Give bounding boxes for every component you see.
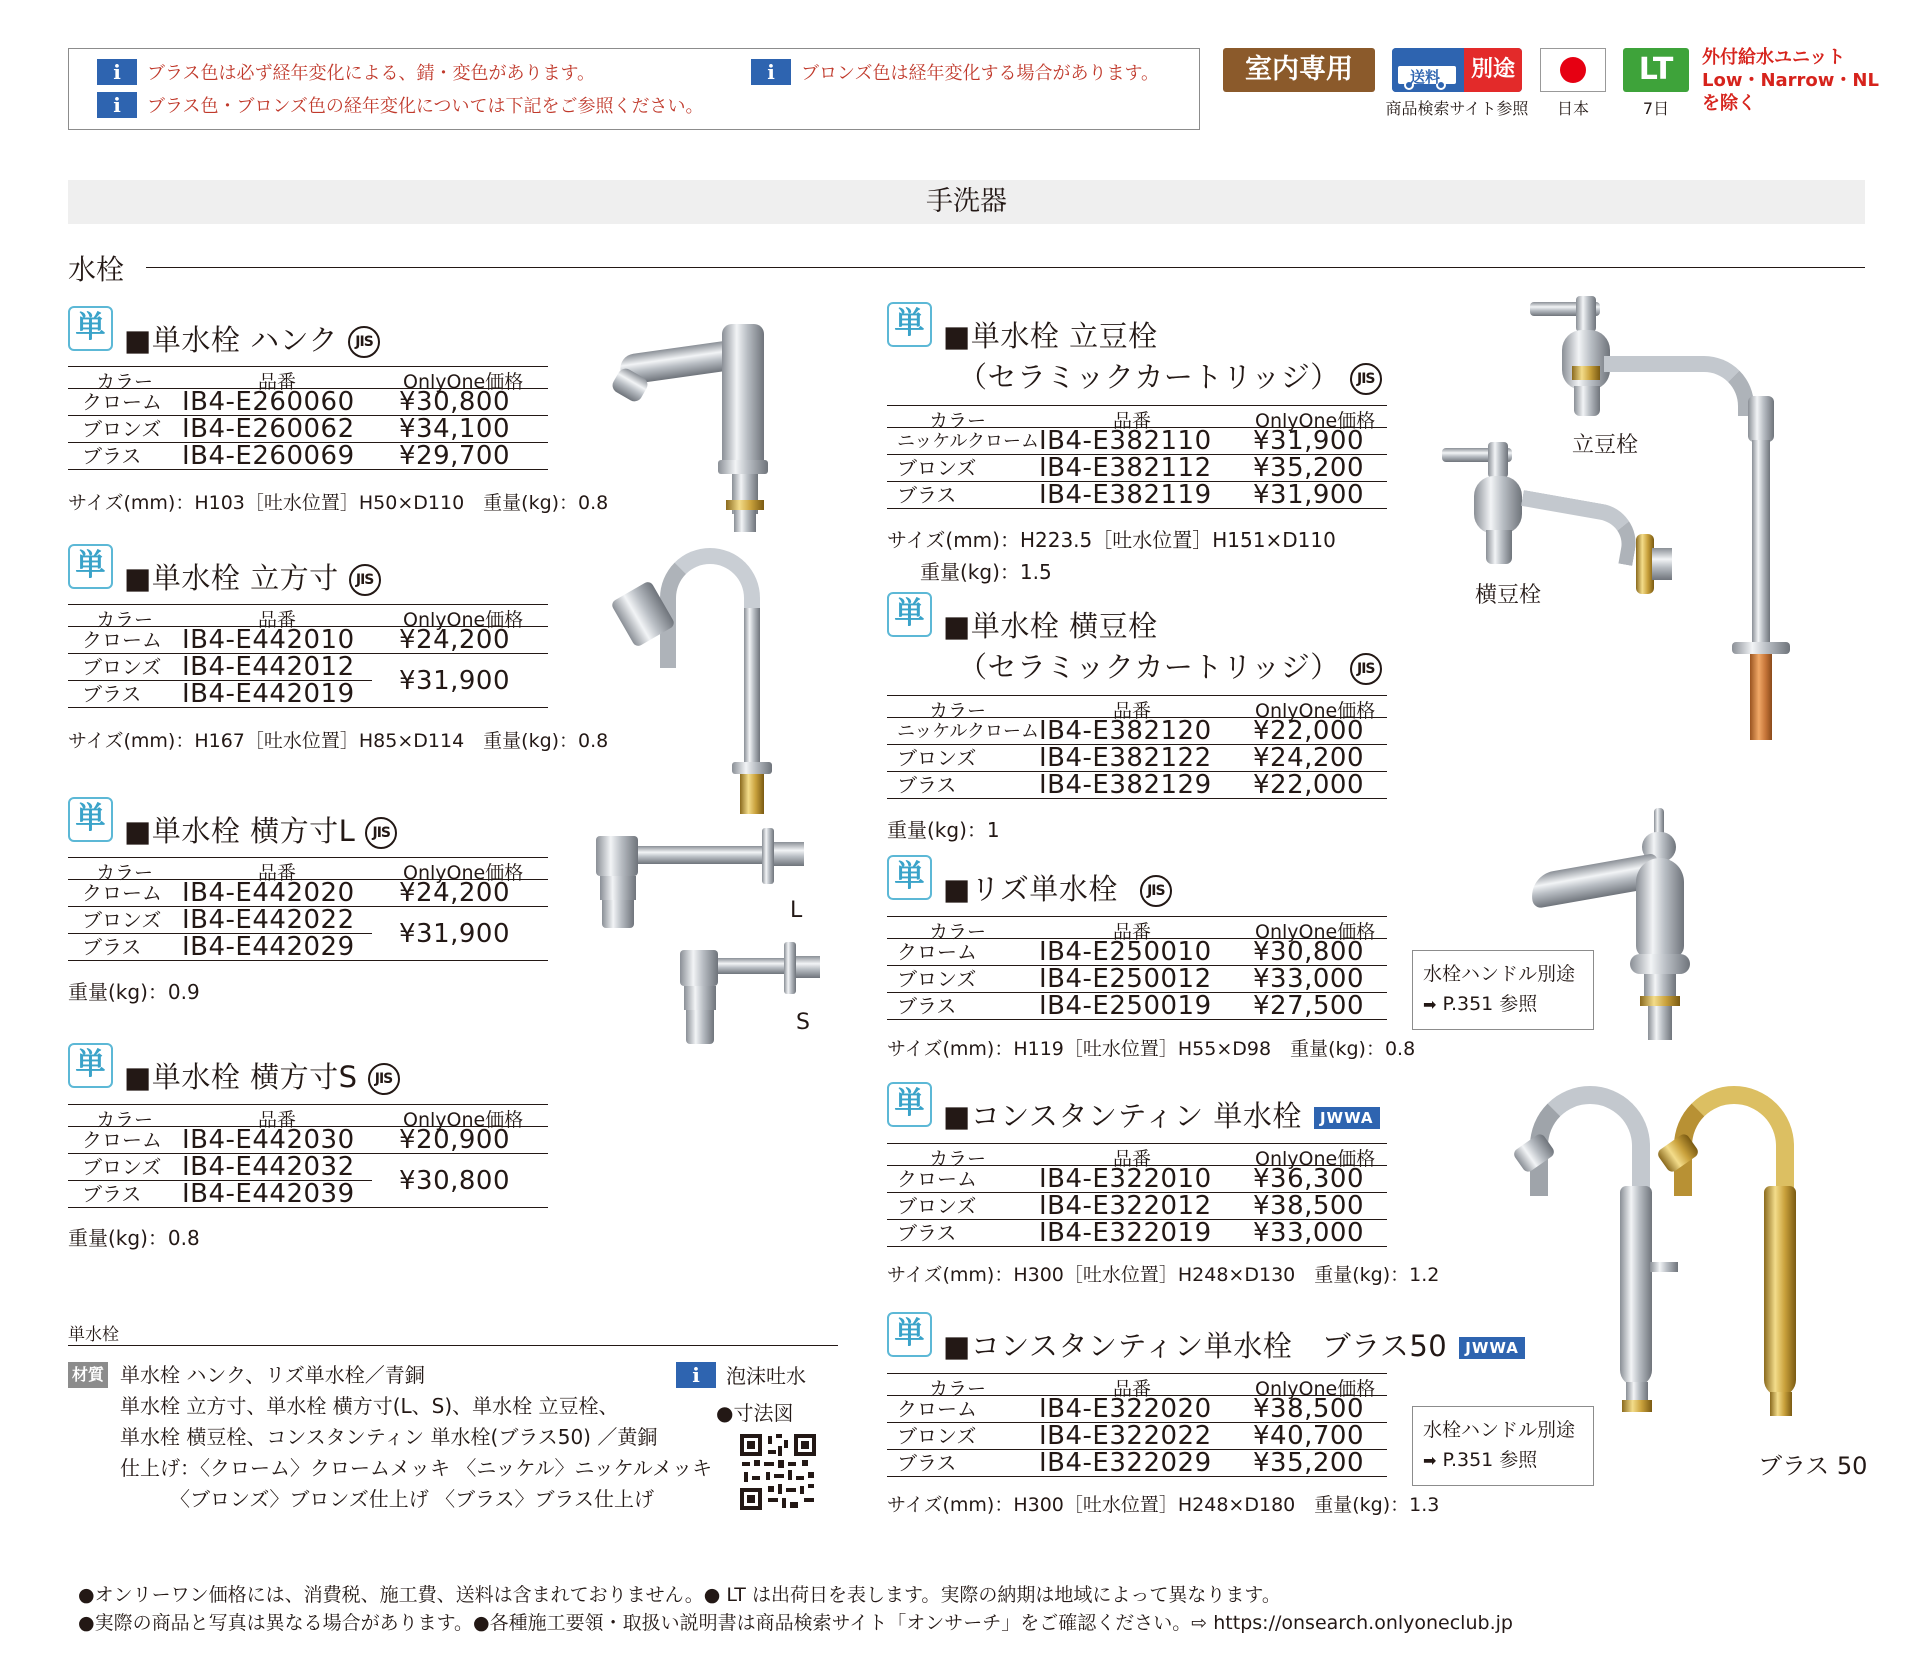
label-S: S bbox=[796, 1010, 810, 1035]
single-faucet-icon: 単 bbox=[887, 1312, 932, 1357]
notice-box bbox=[68, 48, 1200, 130]
table-row: ニッケルクローム IB4-E382110 ¥31,900 bbox=[887, 428, 1387, 455]
product-title-yokoL: ■単水栓 横方寸L JIS bbox=[124, 809, 397, 850]
table-row: ブラス IB4-E260069 ¥29,700 bbox=[68, 443, 548, 470]
spec-yokomame: 重量(kg)：1 bbox=[887, 818, 1000, 842]
spec-constantine50: サイズ(mm)：H300［吐水位置］H248×D180 重量(kg)：1.3 bbox=[887, 1494, 1440, 1516]
spec-yokoS: 重量(kg)：0.8 bbox=[68, 1226, 200, 1250]
table-header: カラー 品番 OnlyOne価格 bbox=[68, 605, 548, 627]
indoor-only-badge: 室内専用 bbox=[1223, 48, 1375, 92]
price-table-constantine bbox=[887, 1143, 1387, 1247]
lt-badge: LT bbox=[1623, 48, 1689, 92]
jis-mark-icon: JIS bbox=[349, 564, 381, 596]
spec-tatehosun: サイズ(mm)：H167［吐水位置］H85×D114 重量(kg)：0.8 bbox=[68, 730, 609, 752]
shipping-caption: 商品検索サイト参照 bbox=[1385, 99, 1529, 118]
constantine-brass-faucet-image bbox=[1660, 1086, 1810, 1426]
spec-yokoL: 重量(kg)：0.9 bbox=[68, 980, 200, 1004]
spec-hank: サイズ(mm)：H103［吐水位置］H50×D110 重量(kg)：0.8 bbox=[68, 492, 609, 514]
merged-price: ¥31,900 bbox=[399, 666, 511, 696]
table-row: ブロンズ IB4-E382122 ¥24,200 bbox=[887, 745, 1387, 772]
price-table-tatehosun bbox=[68, 604, 548, 708]
category-header: 手洗器 bbox=[68, 180, 1865, 224]
table-row: ブラス IB4-E442019 bbox=[68, 681, 548, 708]
table-header: カラー 品番 OnlyOne価格 bbox=[887, 696, 1387, 718]
notice-line-1: i ブラス色は必ず経年変化による、錆・変色があります。 bbox=[97, 59, 595, 85]
origin-caption: 日本 bbox=[1556, 99, 1589, 118]
material-heading: 単水栓 bbox=[68, 1325, 119, 1345]
merged-price: ¥30,800 bbox=[399, 1166, 511, 1196]
info-icon: i bbox=[97, 59, 137, 85]
table-header: カラー 品番 OnlyOne価格 bbox=[68, 367, 548, 389]
label-L: L bbox=[790, 898, 803, 923]
spec-riz: サイズ(mm)：H119［吐水位置］H55×D98 重量(kg)：0.8 bbox=[887, 1038, 1416, 1060]
hank-faucet-image bbox=[610, 322, 780, 534]
foam-spout-note: i 泡沫吐水 bbox=[676, 1360, 806, 1389]
single-faucet-icon: 単 bbox=[68, 544, 113, 589]
table-row: クローム IB4-E260060 ¥30,800 bbox=[68, 389, 548, 416]
info-icon: i bbox=[97, 92, 137, 118]
single-faucet-icon: 単 bbox=[887, 855, 932, 900]
table-row: クローム IB4-E442030 ¥20,900 bbox=[68, 1127, 548, 1154]
label-yokomame: 横豆栓 bbox=[1475, 583, 1542, 608]
jis-mark-icon: JIS bbox=[348, 326, 380, 358]
spec2-tatemame: 重量(kg)：1.5 bbox=[920, 560, 1052, 584]
table-row: ブロンズ IB4-E260062 ¥34,100 bbox=[68, 416, 548, 443]
table-row: クローム IB4-E322010 ¥36,300 bbox=[887, 1166, 1387, 1193]
handle-note-constantine: 水栓ハンドル別途 ➡ P.351 参照 bbox=[1412, 1406, 1594, 1486]
info-icon: i bbox=[751, 59, 791, 85]
merged-price: ¥31,900 bbox=[399, 919, 511, 949]
jis-mark-icon: JIS bbox=[1140, 875, 1172, 907]
jis-mark-icon: JIS bbox=[368, 1063, 400, 1095]
dimension-drawing-link[interactable]: ●寸法図 bbox=[716, 1401, 794, 1425]
table-header: カラー 品番 OnlyOne価格 bbox=[887, 917, 1387, 939]
single-faucet-icon: 単 bbox=[887, 592, 932, 637]
arrow-right-icon: ➡ bbox=[1423, 995, 1437, 1014]
label-tatemame: 立豆栓 bbox=[1572, 433, 1639, 458]
table-row: ブロンズ IB4-E322012 ¥38,500 bbox=[887, 1193, 1387, 1220]
table-row: クローム IB4-E442010 ¥24,200 bbox=[68, 627, 548, 654]
constantine-chrome-faucet-image bbox=[1516, 1086, 1666, 1426]
product-title-riz: ■リズ単水栓 JIS bbox=[943, 867, 1172, 908]
table-header: カラー 品番 OnlyOne価格 bbox=[887, 1374, 1387, 1396]
arrow-right-icon: ➡ bbox=[1423, 1451, 1437, 1470]
footer-line-1: ●オンリーワン価格には、消費税、施工費、送料は含まれておりません。● LT は出荷日を表します。実際の納期は地域によって異なります。 bbox=[78, 1584, 1281, 1606]
product-title-tatemame: ■単水栓 立豆栓 bbox=[943, 319, 1158, 353]
subsection-divider bbox=[146, 267, 1865, 268]
product-subtitle-yokomame: （セラミックカートリッジ） JIS bbox=[958, 645, 1382, 686]
table-row: クローム IB4-E442020 ¥24,200 bbox=[68, 880, 548, 907]
table-header: カラー 品番 OnlyOne価格 bbox=[887, 406, 1387, 428]
jwwa-mark-icon: JWWA bbox=[1314, 1107, 1380, 1129]
table-header: カラー 品番 OnlyOne価格 bbox=[68, 858, 548, 880]
info-icon: i bbox=[676, 1362, 716, 1388]
table-header: カラー 品番 OnlyOne価格 bbox=[887, 1144, 1387, 1166]
single-faucet-icon: 単 bbox=[68, 797, 113, 842]
table-row: ブラス IB4-E382119 ¥31,900 bbox=[887, 482, 1387, 509]
table-row: ブロンズ IB4-E442032 bbox=[68, 1154, 372, 1181]
product-title-constantine: ■コンスタンティン 単水栓 JWWA bbox=[943, 1094, 1380, 1135]
material-badge: 材質 bbox=[68, 1362, 108, 1388]
product-title-yokoS: ■単水栓 横方寸S JIS bbox=[124, 1055, 400, 1096]
price-table-hank bbox=[68, 366, 548, 470]
shipping-badge: 送料 別途 bbox=[1392, 48, 1522, 92]
subsection-title: 水栓 bbox=[68, 253, 125, 286]
price-table-yokoL bbox=[68, 857, 548, 961]
table-row: ニッケルクローム IB4-E382120 ¥22,000 bbox=[887, 718, 1387, 745]
price-table-riz bbox=[887, 916, 1387, 1020]
jis-mark-icon: JIS bbox=[1350, 653, 1382, 685]
qr-code-icon[interactable] bbox=[738, 1432, 818, 1512]
material-text: 単水栓 ハンク、リズ単水栓／青銅 単水栓 立方寸、単水栓 横方寸(L、S)、単水栓 立豆栓、 単水栓 横豆栓、コンスタンティン 単水栓(ブラス50) ／黄銅 仕上げ：〈クローム〉クロームメッキ 〈ニッケル〉ニッケルメッキ 〈ブロンズ〉ブロンズ仕上げ 〈ブラス〉ブラス仕上げ bbox=[120, 1363, 713, 1511]
handle-note-riz: 水栓ハンドル別途 ➡ P.351 参照 bbox=[1412, 950, 1594, 1030]
material-divider bbox=[68, 1345, 838, 1346]
lt-caption: 7日 bbox=[1642, 99, 1670, 118]
table-row: クローム IB4-E322020 ¥38,500 bbox=[887, 1396, 1387, 1423]
product-title-yokomame: ■単水栓 横豆栓 bbox=[943, 609, 1158, 643]
table-row: ブロンズ IB4-E442022 bbox=[68, 907, 372, 934]
truck-icon: 送料 bbox=[1392, 48, 1464, 92]
footer-line-2: ●実際の商品と写真は異なる場合があります。●各種施工要領・取扱い説明書は商品検索サイト「オンサーチ」をご確認ください。⇨ https://onsearch.onlyoneclub.jp bbox=[78, 1612, 1513, 1634]
product-title-hank: ■単水栓 ハンク JIS bbox=[124, 318, 380, 359]
single-faucet-icon: 単 bbox=[68, 306, 113, 351]
label-brass50: ブラス 50 bbox=[1758, 1452, 1868, 1480]
price-table-constantine50 bbox=[887, 1373, 1387, 1477]
yokoL-faucet-image bbox=[590, 826, 820, 956]
product-title-tatehosun: ■単水栓 立方寸 JIS bbox=[124, 556, 381, 597]
single-faucet-icon: 単 bbox=[887, 302, 932, 347]
external-unit-note: 外付給水ユニット Low・Narrow・NL を除く bbox=[1702, 47, 1879, 114]
spec-constantine: サイズ(mm)：H300［吐水位置］H248×D130 重量(kg)：1.2 bbox=[887, 1264, 1440, 1286]
table-row: ブラス IB4-E382129 ¥22,000 bbox=[887, 772, 1387, 799]
single-faucet-icon: 単 bbox=[887, 1082, 932, 1127]
jis-mark-icon: JIS bbox=[1350, 363, 1382, 395]
table-row: ブロンズ IB4-E382112 ¥35,200 bbox=[887, 455, 1387, 482]
table-row: ブラス IB4-E322029 ¥35,200 bbox=[887, 1450, 1387, 1477]
japan-flag-icon bbox=[1540, 48, 1606, 92]
price-table-yokoS bbox=[68, 1104, 548, 1208]
table-row: ブロンズ IB4-E442012 bbox=[68, 654, 372, 681]
table-row: ブロンズ IB4-E250012 ¥33,000 bbox=[887, 966, 1387, 993]
jwwa-mark-icon: JWWA bbox=[1459, 1337, 1525, 1359]
product-subtitle-tatemame: （セラミックカートリッジ） JIS bbox=[958, 355, 1382, 396]
table-row: ブラス IB4-E250019 ¥27,500 bbox=[887, 993, 1387, 1020]
tatehosun-faucet-image bbox=[610, 548, 780, 818]
spec-tatemame: サイズ(mm)：H223.5［吐水位置］H151×D110 bbox=[887, 528, 1336, 552]
table-row: ブロンズ IB4-E322022 ¥40,700 bbox=[887, 1423, 1387, 1450]
table-row: ブラス IB4-E442029 bbox=[68, 934, 548, 961]
price-table-yokomame bbox=[887, 695, 1387, 799]
product-title-constantine50: ■コンスタンティン単水栓 ブラス50 JWWA bbox=[943, 1324, 1525, 1365]
notice-line-2: i ブラス色・ブロンズ色の経年変化については下記をご参照ください。 bbox=[97, 92, 704, 118]
table-row: クローム IB4-E250010 ¥30,800 bbox=[887, 939, 1387, 966]
table-header: カラー 品番 OnlyOne価格 bbox=[68, 1105, 548, 1127]
notice-line-3: i ブロンズ色は経年変化する場合があります。 bbox=[751, 59, 1159, 85]
single-faucet-icon: 単 bbox=[68, 1043, 113, 1088]
price-table-tatemame bbox=[887, 405, 1387, 509]
table-row: ブラス IB4-E442039 bbox=[68, 1181, 548, 1208]
yokoS-faucet-image bbox=[676, 942, 826, 1062]
table-row: ブラス IB4-E322019 ¥33,000 bbox=[887, 1220, 1387, 1247]
jis-mark-icon: JIS bbox=[365, 817, 397, 849]
